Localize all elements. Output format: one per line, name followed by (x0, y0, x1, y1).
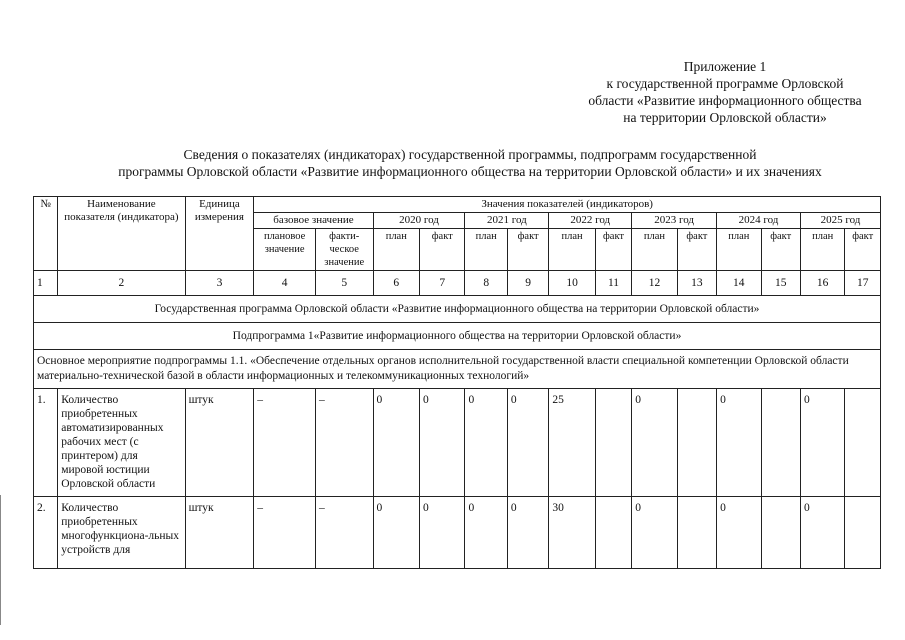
row-number: 2. (34, 497, 58, 569)
indicator-name: Количество приобретенных многофункциона-льных устройств для (58, 497, 185, 569)
indicator-value: 0 (800, 389, 844, 497)
row-number: 1. (34, 389, 58, 497)
activity-title: Основное мероприятие подпрограммы 1.1. «Обеспечение отдельных органов исполнительной государственной власти специальной компетенции Орловской области материально-технической базой в области информационных и телекоммуникационных технологий» (34, 350, 881, 389)
column-number: 3 (185, 271, 254, 296)
indicator-unit: штук (185, 389, 254, 497)
col-header-year: 2020 год (373, 213, 465, 229)
col-header-year: 2024 год (717, 213, 801, 229)
indicator-name: Количество приобретенных автоматизированных рабочих мест (с принтером) для мировой юстиции Орловской области (58, 389, 185, 497)
subprogram-title: Подпрограмма 1«Развитие информационного общества на территории Орловской области» (34, 323, 881, 350)
column-number: 14 (717, 271, 761, 296)
col-header-year: 2021 год (465, 213, 549, 229)
indicator-value: 0 (717, 497, 761, 569)
col-header-year: 2023 год (632, 213, 717, 229)
appendix-line: к государственной программе Орловской (606, 76, 844, 91)
col-header-plan: план (800, 229, 844, 271)
col-header-values: Значения показателей (индикаторов) (254, 197, 881, 213)
indicator-value: 30 (549, 497, 595, 569)
indicator-value: 0 (632, 497, 677, 569)
indicator-value: 0 (800, 497, 844, 569)
column-number: 15 (761, 271, 800, 296)
program-row (34, 296, 881, 323)
column-number: 12 (632, 271, 677, 296)
appendix-line: Приложение 1 (683, 59, 767, 74)
col-header-fact: факт (595, 229, 631, 271)
indicator-value: 0 (507, 389, 548, 497)
indicator-value: – (254, 497, 316, 569)
activity-row (34, 350, 881, 389)
col-header-year: 2022 год (549, 213, 632, 229)
column-number: 11 (595, 271, 631, 296)
indicator-value: 0 (632, 389, 677, 497)
col-header-plan: план (549, 229, 595, 271)
col-header-plan: план (717, 229, 761, 271)
column-number: 13 (677, 271, 716, 296)
col-header-plan: план (465, 229, 507, 271)
indicator-value: 25 (549, 389, 595, 497)
col-header-name: Наименование показателя (индикатора) (58, 197, 185, 271)
col-header-base: базовое значение (254, 213, 373, 229)
appendix-line: области «Развитие информационного общества (588, 93, 862, 108)
indicator-value: 0 (420, 497, 465, 569)
col-header-planned: плановое значение (254, 229, 316, 271)
indicator-value (845, 389, 881, 497)
col-header-year: 2025 год (800, 213, 880, 229)
table-row (34, 497, 881, 569)
indicator-value: 0 (507, 497, 548, 569)
indicator-value (761, 497, 800, 569)
column-number: 4 (254, 271, 316, 296)
indicators-table (33, 196, 881, 569)
col-header-no: № (34, 197, 58, 271)
column-number: 10 (549, 271, 595, 296)
subprogram-row (34, 323, 881, 350)
appendix-line: на территории Орловской области» (623, 110, 827, 125)
appendix-note (560, 58, 890, 126)
column-number: 1 (34, 271, 58, 296)
indicator-value: 0 (373, 497, 419, 569)
indicator-value (761, 389, 800, 497)
title-line: Сведения о показателях (индикаторах) государственной программы, подпрограмм государственной (183, 147, 757, 162)
col-header-fact: факт (761, 229, 800, 271)
indicator-value (677, 497, 716, 569)
column-number: 2 (58, 271, 185, 296)
indicator-value (595, 497, 631, 569)
col-header-fact: факт (845, 229, 881, 271)
col-header-plan: план (373, 229, 419, 271)
indicator-value (595, 389, 631, 497)
program-title: Государственная программа Орловской области «Развитие информационного общества на территории Орловской области» (34, 296, 881, 323)
header-row-1 (34, 197, 881, 213)
col-header-fact: факт (677, 229, 716, 271)
column-number: 8 (465, 271, 507, 296)
indicator-value (677, 389, 716, 497)
indicator-value: – (315, 389, 373, 497)
col-header-plan: план (632, 229, 677, 271)
indicator-value: – (254, 389, 316, 497)
indicator-value: 0 (420, 389, 465, 497)
column-number: 17 (845, 271, 881, 296)
title-line: программы Орловской области «Развитие информационного общества на территории Орловской области» и их значениях (118, 164, 822, 179)
indicator-value: 0 (465, 389, 507, 497)
col-header-fact: факт (507, 229, 548, 271)
indicator-value (845, 497, 881, 569)
document-title (40, 146, 900, 180)
col-header-unit: Единица измерения (185, 197, 254, 271)
col-header-fact: факт (420, 229, 465, 271)
col-header-actual: факти-ческое значение (315, 229, 373, 271)
indicator-value: 0 (373, 389, 419, 497)
scan-edge-line (0, 495, 1, 625)
column-number-row (34, 271, 881, 296)
indicator-value: – (315, 497, 373, 569)
indicator-value: 0 (717, 389, 761, 497)
column-number: 9 (507, 271, 548, 296)
indicator-unit: штук (185, 497, 254, 569)
column-number: 16 (800, 271, 844, 296)
column-number: 5 (315, 271, 373, 296)
indicator-value: 0 (465, 497, 507, 569)
column-number: 6 (373, 271, 419, 296)
table-row (34, 389, 881, 497)
column-number: 7 (420, 271, 465, 296)
